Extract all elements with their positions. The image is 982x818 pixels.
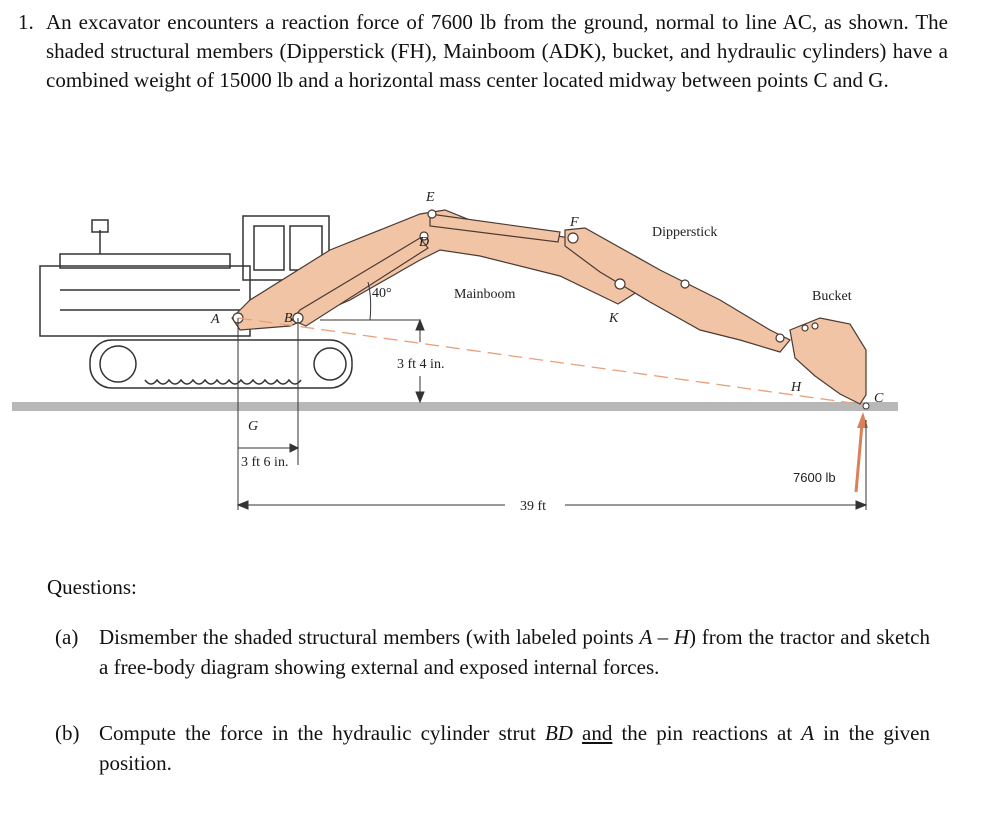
question-b-text-3: the pin reactions at [612,721,802,745]
label-e: E [426,190,435,205]
question-b-text-4: in the given position. [99,721,930,775]
question-a [55,622,930,682]
label-k: K [609,311,619,326]
bucket-member [790,318,866,404]
question-a-label: (a) [55,625,79,649]
label-a: A [211,312,220,327]
label-dipperstick: Dipperstick [652,225,718,240]
label-force: 7600 lb [793,470,836,485]
point-c-marker [863,403,869,409]
question-a-text-1: Dismember the shaded structural members (with labeled points [99,625,640,649]
question-a-text [99,622,930,682]
label-c: C [874,391,884,406]
problem-number: 1. [18,10,34,34]
question-b-underlined: and [582,721,613,745]
question-a-text-2: ) from the tractor and sketch a free-body diagram showing external and exposed internal forces. [99,625,930,679]
label-h: H [791,380,802,395]
excavator-figure [0,180,982,520]
problem-statement [18,8,948,95]
label-offset: 3 ft 6 in. [241,455,289,470]
tracks [90,340,352,388]
ground [12,402,898,411]
excavator-diagram [0,180,982,520]
question-b-math-a: A [801,721,815,745]
label-b: B [284,311,293,326]
label-f: F [570,215,579,230]
question-b-text-1: Compute the force in the hydraulic cylinder strut [99,721,545,745]
label-g: G [248,419,259,434]
questions-heading: Questions: [47,575,137,599]
problem-text: An excavator encounters a reaction force of 7600 lb from the ground, normal to line AC, as shown. The shaded structural members (Dipperstick (FH), Mainboom (ADK), bucket, and hydraulic cylinders) have a combined weight of 15000 lb and a horizontal mass center located midway between points C and G. [46,10,948,92]
label-d: D [419,235,430,250]
label-angle: 40° [372,286,392,301]
question-b [55,718,930,778]
question-b-math-bd: BD [544,721,573,745]
question-b-label: (b) [55,721,80,745]
label-mainboom: Mainboom [454,287,516,302]
label-height: 3 ft 4 in. [397,357,445,372]
question-b-text-2 [573,721,582,745]
label-bucket: Bucket [812,289,852,304]
question-a-math: A – H [639,625,690,649]
question-b-text [99,718,930,778]
label-span: 39 ft [520,499,547,514]
